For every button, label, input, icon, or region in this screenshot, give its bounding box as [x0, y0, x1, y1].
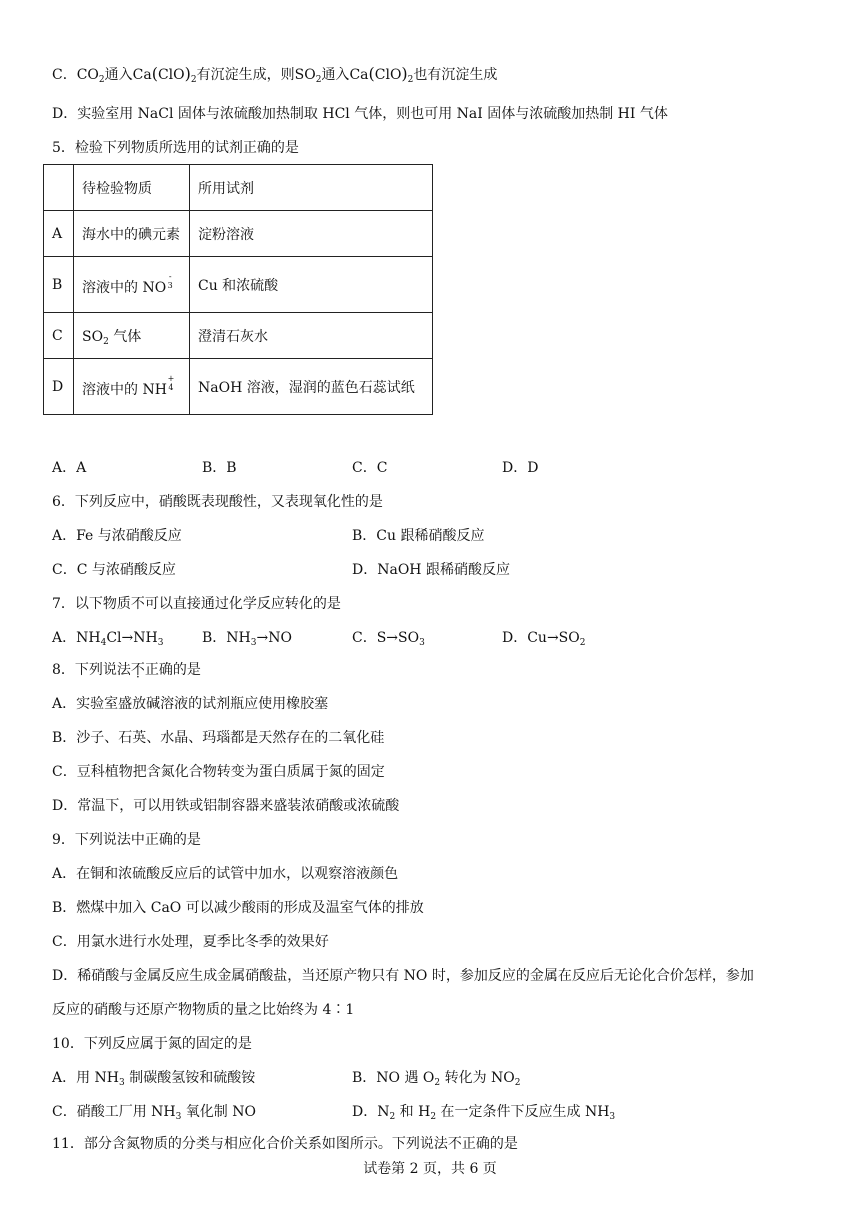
reagent-cell: NaOH 溶液，湿润的蓝色石蕊试纸 [190, 359, 433, 415]
q6-stem: 6．下列反应中，硝酸既表现酸性，又表现氧化性的是 [52, 494, 383, 510]
q9-option-b: B．燃煤中加入 CaO 可以减少酸雨的形成及温室气体的排放 [52, 900, 424, 916]
q5-table [43, 164, 433, 415]
q10-stem: 10．下列反应属于氮的固定的是 [52, 1036, 252, 1052]
q7-option-c: C．$S\to SO_3$ [352, 630, 425, 648]
row-label: A [44, 211, 74, 257]
table-row [44, 211, 433, 257]
q7-option-d: D．$Cu\to SO_2$ [502, 630, 586, 648]
table-header-row [44, 165, 433, 211]
q7-option-b: B．$NH_3\to NO$ [202, 630, 292, 648]
substance-cell: 海水中的碘元素 [74, 211, 190, 257]
q5-option-b: B．B [202, 460, 237, 476]
q10-option-a: A．用 $NH_3$ 制碳酸氢铵和硫酸铵 [52, 1070, 256, 1088]
substance-cell: 溶液中的 NH + 4 [74, 359, 190, 415]
row-label: B [44, 257, 74, 313]
q8-option-c: C．豆科植物把含氮化合物转变为蛋白质属于氮的固定 [52, 764, 385, 780]
table-row [44, 313, 433, 359]
q5-option-a: A．A [52, 460, 87, 476]
substance-cell: 溶液中的 NO - 3 [74, 257, 190, 313]
reagent-cell: Cu 和浓硫酸 [190, 257, 433, 313]
row-label: D [44, 359, 74, 415]
q9-option-a: A．在铜和浓硫酸反应后的试管中加水，以观察溶液颜色 [52, 866, 399, 882]
q6-option-d: D．NaOH 跟稀硝酸反应 [352, 562, 510, 578]
q4-option-d: D．实验室用 NaCl 固体与浓硫酸加热制取 HCl 气体，则也可用 NaI 固体与浓硫酸加热制 HI 气体 [52, 106, 668, 122]
q7-stem: 7．以下物质不可以直接通过化学反应转化的是 [52, 596, 341, 612]
q10-option-d: D．$N_2$ 和 $H_2$ 在一定条件下反应生成 $NH_3$ [352, 1104, 616, 1122]
substance-cell: $SO_2$ 气体 [74, 313, 190, 359]
q5-stem: 5．检验下列物质所选用的试剂正确的是 [52, 140, 299, 156]
q10-option-c: C．硝酸工厂用 $NH_3$ 氧化制 NO [52, 1104, 256, 1122]
q8-option-a: A．实验室盛放碱溶液的试剂瓶应使用橡胶塞 [52, 696, 329, 712]
q4-option-c: C．$CO_2$通入$Ca(ClO)_2$有沉淀生成，则$SO_2$通入$Ca(ClO)_2$也有沉淀生成 [52, 64, 498, 85]
q9-stem: 9．下列说法中正确的是 [52, 832, 201, 848]
q5-option-c: C．C [352, 460, 388, 476]
q9-option-c: C．用氯水进行水处理，夏季比冬季的效果好 [52, 934, 329, 950]
q5-option-d: D．D [502, 460, 539, 476]
table-header-cell: 所用试剂 [190, 165, 433, 211]
q6-option-c: C．C 与浓硝酸反应 [52, 562, 176, 578]
table-header-cell: 待检验物质 [74, 165, 190, 211]
q10-option-b: B．NO 遇 $O_2$ 转化为 $NO_2$ [352, 1070, 521, 1088]
reagent-cell: 澄清石灰水 [190, 313, 433, 359]
q8-stem: 8．下列说法不正确的是 [52, 662, 201, 678]
q9-option-d-line1: D．稀硝酸与金属反应生成金属硝酸盐，当还原产物只有 NO 时，参加反应的金属在反应后无论化合价怎样，参加 [52, 968, 754, 984]
q11-stem: 11．部分含氮物质的分类与相应化合价关系如图所示。下列说法不正确的是 [52, 1136, 518, 1152]
table-row [44, 257, 433, 313]
table-header-cell [44, 165, 74, 211]
row-label: C [44, 313, 74, 359]
q6-option-b: B．Cu 跟稀硝酸反应 [352, 528, 485, 544]
table-row [44, 359, 433, 415]
q6-option-a: A．Fe 与浓硝酸反应 [52, 528, 182, 544]
q9-option-d-line2: 反应的硝酸与还原产物物质的量之比始终为 4∶1 [52, 1002, 355, 1018]
q8-option-d: D．常温下，可以用铁或铝制容器来盛装浓硝酸或浓硫酸 [52, 798, 400, 814]
q7-option-a: A．$NH_4Cl\to NH_3$ [52, 630, 164, 648]
page-footer: 试卷第 2 页，共 6 页 [363, 1161, 497, 1177]
reagent-cell: 淀粉溶液 [190, 211, 433, 257]
q8-option-b: B．沙子、石英、水晶、玛瑙都是天然存在的二氧化硅 [52, 730, 385, 746]
emphasis-dot-char: 不 [130, 662, 145, 678]
